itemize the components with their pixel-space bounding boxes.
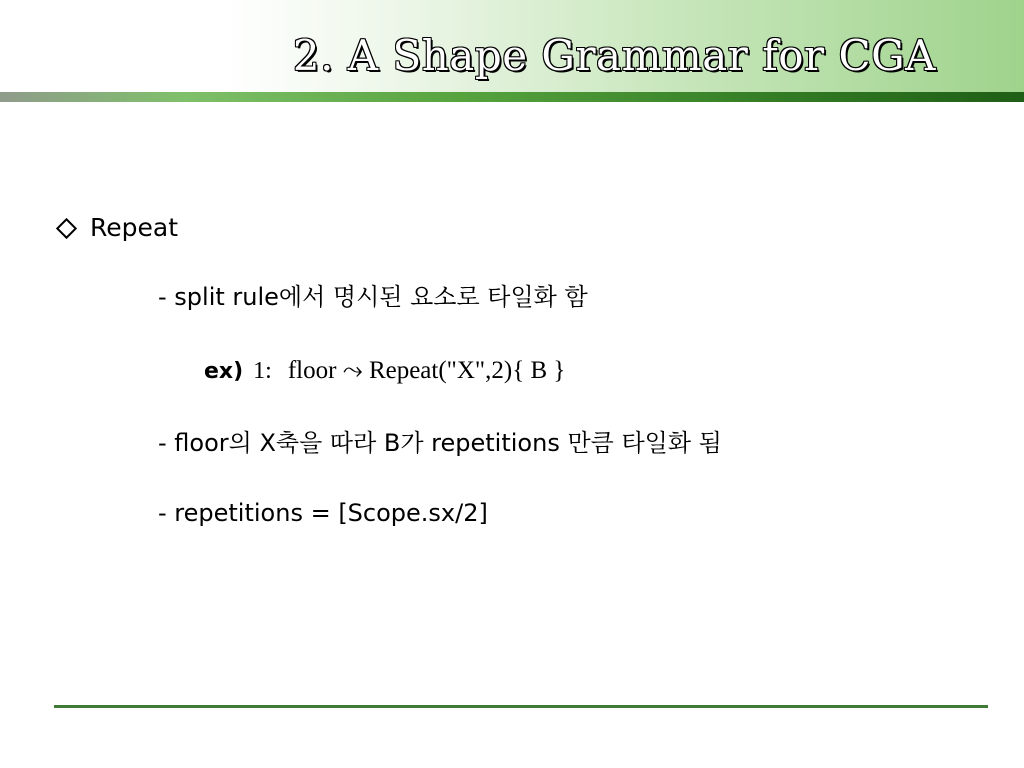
bullet-heading: Repeat bbox=[90, 213, 179, 242]
slide-title: 2. A Shape Grammar for CGA bbox=[292, 31, 936, 80]
rule-expression: floor ⤳ Repeat("X",2){ B } bbox=[287, 357, 566, 384]
example-label: ex) bbox=[204, 358, 244, 384]
title-divider bbox=[0, 92, 1024, 102]
point-split-rule: - split rule에서 명시된 요소로 타일화 함 bbox=[158, 283, 588, 311]
point-repetitions: - repetitions = [Scope.sx/2] bbox=[158, 499, 488, 527]
example-rule bbox=[204, 351, 565, 391]
main-bullet bbox=[56, 210, 178, 246]
rule-number: 1: bbox=[253, 357, 272, 384]
point-floor-tiling: - floor의 X축을 따라 B가 repetitions 만큼 타일화 됨 bbox=[158, 429, 722, 457]
footer-divider bbox=[54, 705, 988, 708]
hollow-diamond-icon bbox=[56, 217, 77, 238]
